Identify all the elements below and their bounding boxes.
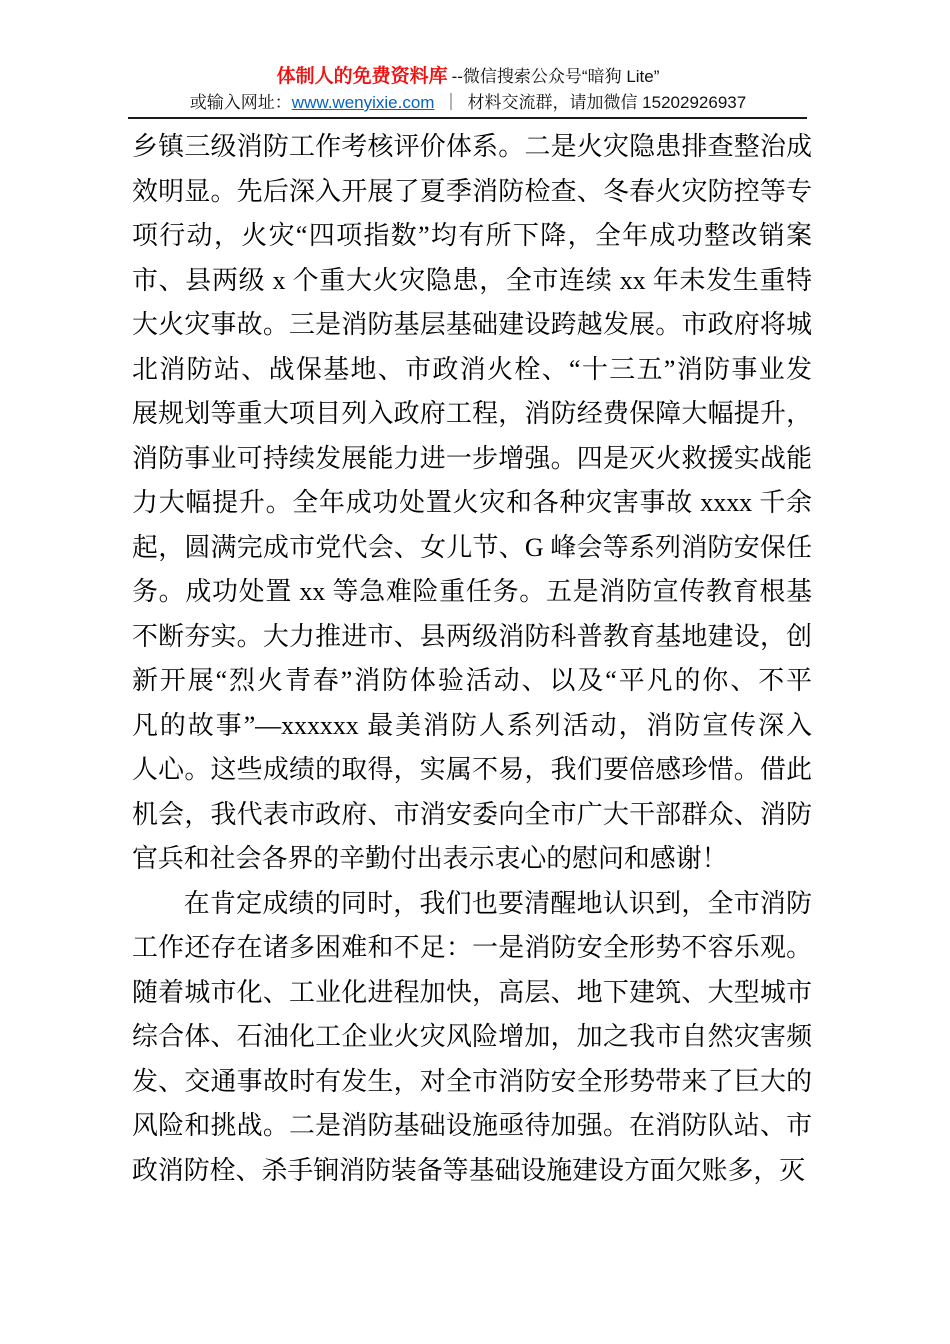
contact-text: 材料交流群，请加微信 15202926937 [467,93,747,112]
text-line: 发、交通事故时有发生，对全市消防安全形势带来了巨大的 [132,1066,812,1096]
text-line: 综合体、石油化工企业火灾风险增加，加之我市自然灾害频 [132,1022,812,1051]
text-line: 起，圆满完成市党代会、女儿节、G 峰会等系列消防安保任 [132,532,812,562]
tagline-text: --微信搜索公众号“暗狗 Lite” [451,67,660,86]
website-link[interactable]: www.wenyixie.com [291,93,435,112]
text-line: 凡的故事”—xxxxxx 最美消防人系列活动，消防宣传深入 [132,710,812,740]
text-line: 在肯定成绩的同时，我们也要清醒地认识到，全市消防 [183,888,812,918]
paragraph-2 [132,882,812,1194]
text-line: 乡镇三级消防工作考核评价体系。二是火灾隐患排查整治成 [132,132,812,161]
text-line: 不断夯实。大力推进市、县两级消防科普教育基地建设，创 [132,621,812,651]
header-line-2 [128,91,808,115]
text-line: 项行动，火灾“四项指数”均有所下降，全年成功整改销案 [132,221,812,250]
header-line-1 [128,64,808,91]
text-line: 市、县两级 x 个重大火灾隐患，全市连续 xx 年未发生重特 [132,265,812,295]
text-line: 政消防栓、杀手锏消防装备等基础设施建设方面欠账多，灭 [132,1155,806,1185]
page-header [128,0,808,115]
text-line: 力大幅提升。全年成功处置火灾和各种灾害事故 xxxx 千余 [132,488,812,517]
text-line: 消防事业可持续发展能力进一步增强。四是灭火救援实战能 [132,443,812,473]
text-line: 务。成功处置 xx 等急难险重任务。五是消防宣传教育根基 [132,577,812,606]
text-line: 官兵和社会各界的辛勤付出表示衷心的慰问和感谢！ [132,844,728,873]
text-line: 工作还存在诸多困难和不足：一是消防安全形势不容乐观。 [132,933,812,962]
document-body [132,125,812,1193]
brand-text: 体制人的免费资料库 [276,66,448,87]
separator-text: ｜ [442,93,460,112]
text-line: 风险和挑战。二是消防基础设施亟待加强。在消防队站、市 [132,1111,812,1140]
text-line: 新开展“烈火青春”消防体验活动、以及“平凡的你、不平 [132,666,812,695]
text-line: 大火灾事故。三是消防基层基础建设跨越发展。市政府将城 [132,310,812,339]
paragraph-1 [132,125,812,882]
text-line: 展规划等重大项目列入政府工程，消防经费保障大幅提升， [132,399,812,428]
text-line: 效明显。先后深入开展了夏季消防检查、冬春火灾防控等专 [132,176,812,206]
text-line: 机会，我代表市政府、市消安委向全市广大干部群众、消防 [132,799,812,829]
text-line: 北消防站、战保基地、市政消火栓、“十三五”消防事业发 [132,354,812,384]
url-prefix-text: 或输入网址： [189,93,292,112]
text-line: 人心。这些成绩的取得，实属不易，我们要倍感珍惜。借此 [132,755,812,784]
text-line: 随着城市化、工业化进程加快，高层、地下建筑、大型城市 [132,977,812,1007]
header-divider [128,117,807,119]
